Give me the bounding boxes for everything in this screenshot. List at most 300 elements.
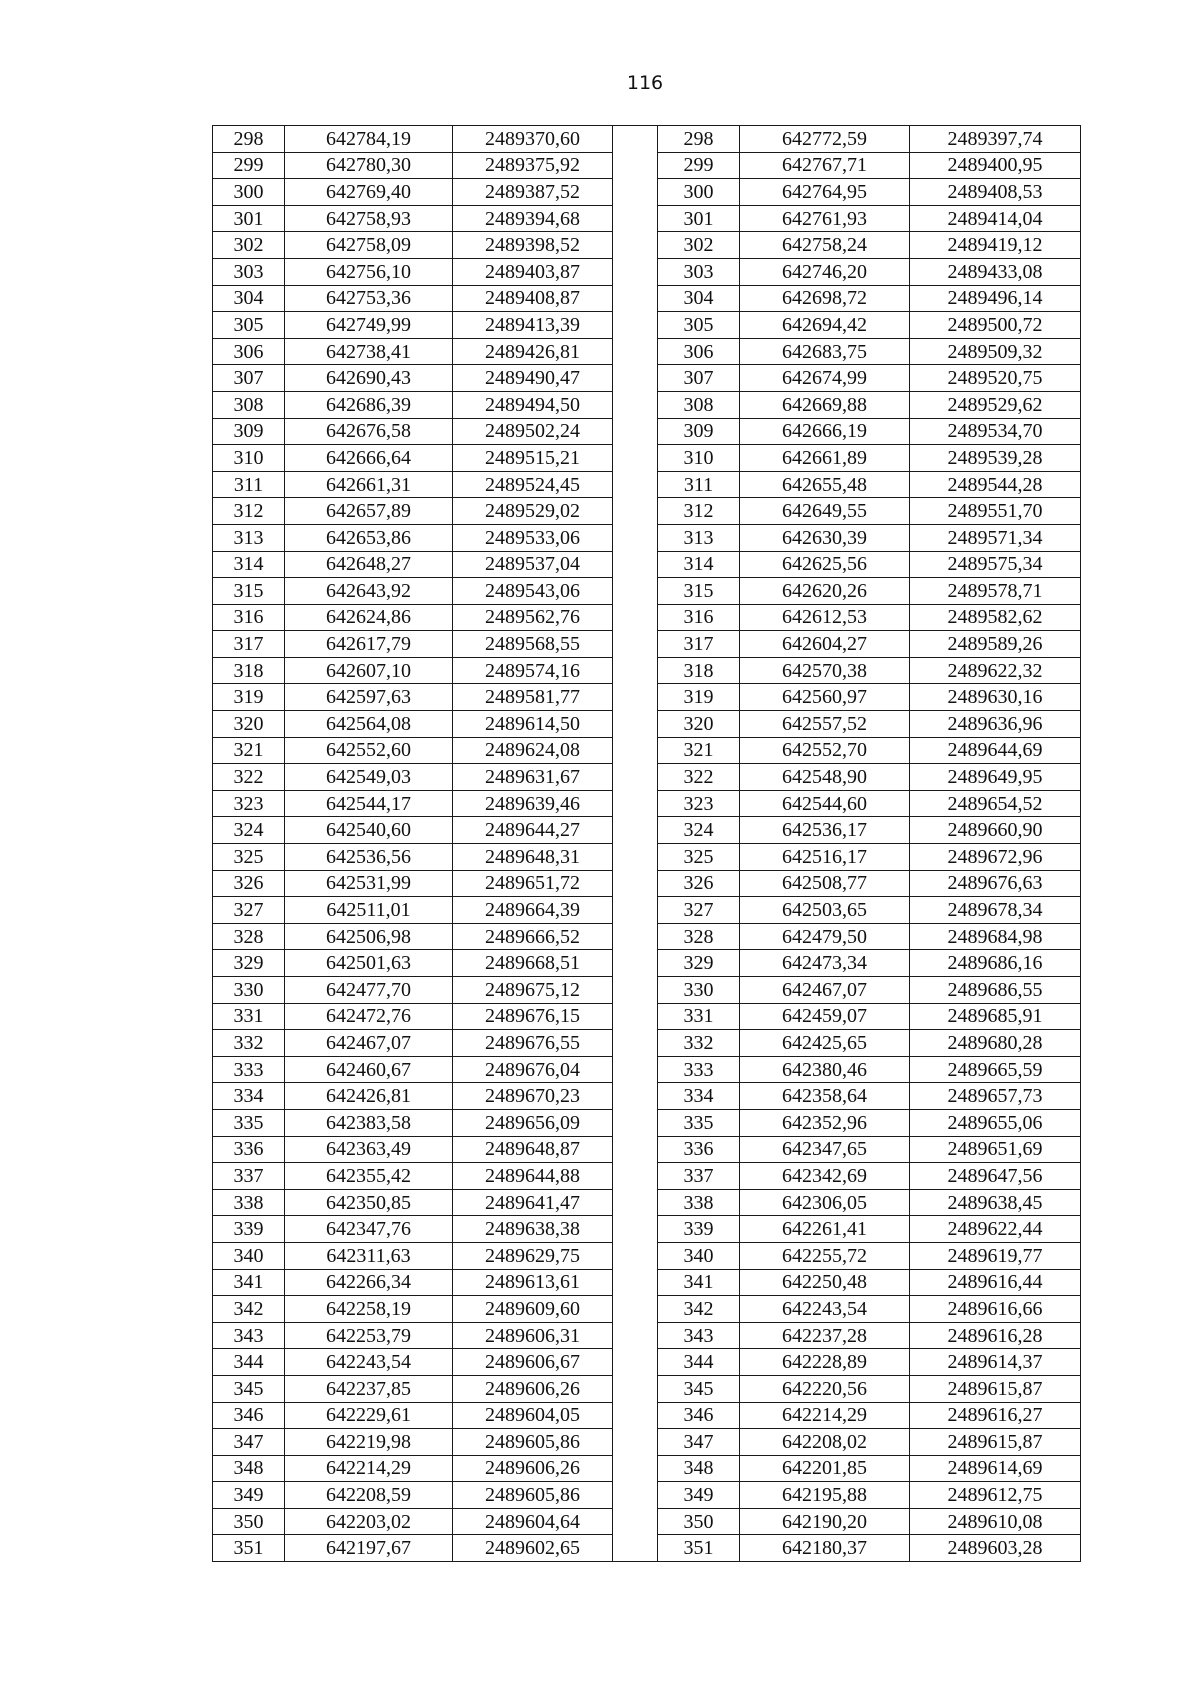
spacer-cell <box>613 657 658 684</box>
point-number-right-cell: 347 <box>658 1429 740 1456</box>
y-coordinate-left-cell: 2489641,47 <box>453 1189 613 1216</box>
y-coordinate-left-cell: 2489644,27 <box>453 817 613 844</box>
x-coordinate-left-cell: 642311,63 <box>285 1242 453 1269</box>
point-number-left-cell: 311 <box>213 471 285 498</box>
y-coordinate-left-cell: 2489638,38 <box>453 1216 613 1243</box>
point-number-left-cell: 304 <box>213 285 285 312</box>
spacer-cell <box>613 977 658 1004</box>
x-coordinate-left-cell: 642661,31 <box>285 471 453 498</box>
spacer-cell <box>613 365 658 392</box>
point-number-left-cell: 302 <box>213 232 285 259</box>
table-row <box>213 844 1081 871</box>
point-number-right-cell: 313 <box>658 524 740 551</box>
table-row <box>213 498 1081 525</box>
spacer-cell <box>613 1508 658 1535</box>
point-number-left-cell: 348 <box>213 1455 285 1482</box>
point-number-right-cell: 338 <box>658 1189 740 1216</box>
spacer-cell <box>613 578 658 605</box>
point-number-left-cell: 316 <box>213 604 285 631</box>
x-coordinate-right-cell: 642459,07 <box>740 1003 910 1030</box>
spacer-cell <box>613 1269 658 1296</box>
table-row <box>213 1083 1081 1110</box>
y-coordinate-right-cell: 2489615,87 <box>910 1375 1081 1402</box>
y-coordinate-right-cell: 2489651,69 <box>910 1136 1081 1163</box>
x-coordinate-right-cell: 642536,17 <box>740 817 910 844</box>
point-number-left-cell: 301 <box>213 205 285 232</box>
table-row <box>213 232 1081 259</box>
point-number-right-cell: 303 <box>658 258 740 285</box>
x-coordinate-left-cell: 642197,67 <box>285 1535 453 1562</box>
x-coordinate-right-cell: 642255,72 <box>740 1242 910 1269</box>
y-coordinate-left-cell: 2489631,67 <box>453 764 613 791</box>
x-coordinate-right-cell: 642467,07 <box>740 977 910 1004</box>
x-coordinate-left-cell: 642355,42 <box>285 1163 453 1190</box>
y-coordinate-right-cell: 2489509,32 <box>910 338 1081 365</box>
y-coordinate-right-cell: 2489619,77 <box>910 1242 1081 1269</box>
x-coordinate-right-cell: 642767,71 <box>740 152 910 179</box>
y-coordinate-right-cell: 2489615,87 <box>910 1429 1081 1456</box>
x-coordinate-right-cell: 642214,29 <box>740 1402 910 1429</box>
y-coordinate-right-cell: 2489433,08 <box>910 258 1081 285</box>
y-coordinate-right-cell: 2489657,73 <box>910 1083 1081 1110</box>
point-number-left-cell: 317 <box>213 631 285 658</box>
table-row <box>213 524 1081 551</box>
x-coordinate-right-cell: 642612,53 <box>740 604 910 631</box>
x-coordinate-right-cell: 642190,20 <box>740 1508 910 1535</box>
point-number-right-cell: 329 <box>658 950 740 977</box>
y-coordinate-left-cell: 2489639,46 <box>453 790 613 817</box>
x-coordinate-left-cell: 642544,17 <box>285 790 453 817</box>
x-coordinate-left-cell: 642237,85 <box>285 1375 453 1402</box>
spacer-cell <box>613 205 658 232</box>
spacer-cell <box>613 471 658 498</box>
point-number-left-cell: 347 <box>213 1429 285 1456</box>
x-coordinate-right-cell: 642557,52 <box>740 711 910 738</box>
y-coordinate-left-cell: 2489613,61 <box>453 1269 613 1296</box>
spacer-cell <box>613 1136 658 1163</box>
table-row <box>213 1163 1081 1190</box>
point-number-right-cell: 324 <box>658 817 740 844</box>
table-row <box>213 1216 1081 1243</box>
point-number-right-cell: 333 <box>658 1056 740 1083</box>
point-number-left-cell: 346 <box>213 1402 285 1429</box>
point-number-right-cell: 345 <box>658 1375 740 1402</box>
x-coordinate-left-cell: 642501,63 <box>285 950 453 977</box>
spacer-cell <box>613 312 658 339</box>
y-coordinate-right-cell: 2489534,70 <box>910 418 1081 445</box>
x-coordinate-left-cell: 642258,19 <box>285 1296 453 1323</box>
x-coordinate-right-cell: 642352,96 <box>740 1109 910 1136</box>
point-number-right-cell: 325 <box>658 844 740 871</box>
y-coordinate-left-cell: 2489398,52 <box>453 232 613 259</box>
x-coordinate-right-cell: 642655,48 <box>740 471 910 498</box>
point-number-left-cell: 328 <box>213 923 285 950</box>
point-number-right-cell: 348 <box>658 1455 740 1482</box>
point-number-right-cell: 309 <box>658 418 740 445</box>
y-coordinate-left-cell: 2489408,87 <box>453 285 613 312</box>
y-coordinate-right-cell: 2489616,44 <box>910 1269 1081 1296</box>
x-coordinate-left-cell: 642477,70 <box>285 977 453 1004</box>
table-row <box>213 604 1081 631</box>
x-coordinate-right-cell: 642201,85 <box>740 1455 910 1482</box>
point-number-left-cell: 298 <box>213 126 285 153</box>
x-coordinate-left-cell: 642738,41 <box>285 338 453 365</box>
point-number-right-cell: 330 <box>658 977 740 1004</box>
table-row <box>213 179 1081 206</box>
x-coordinate-left-cell: 642426,81 <box>285 1083 453 1110</box>
point-number-left-cell: 300 <box>213 179 285 206</box>
table-row <box>213 1030 1081 1057</box>
y-coordinate-right-cell: 2489582,62 <box>910 604 1081 631</box>
y-coordinate-right-cell: 2489614,37 <box>910 1349 1081 1376</box>
x-coordinate-left-cell: 642780,30 <box>285 152 453 179</box>
table-row <box>213 1003 1081 1030</box>
y-coordinate-right-cell: 2489610,08 <box>910 1508 1081 1535</box>
spacer-cell <box>613 1482 658 1509</box>
spacer-cell <box>613 391 658 418</box>
point-number-right-cell: 318 <box>658 657 740 684</box>
x-coordinate-left-cell: 642472,76 <box>285 1003 453 1030</box>
point-number-right-cell: 334 <box>658 1083 740 1110</box>
point-number-right-cell: 311 <box>658 471 740 498</box>
y-coordinate-right-cell: 2489544,28 <box>910 471 1081 498</box>
spacer-cell <box>613 1056 658 1083</box>
point-number-right-cell: 316 <box>658 604 740 631</box>
table-row <box>213 1508 1081 1535</box>
y-coordinate-right-cell: 2489622,44 <box>910 1216 1081 1243</box>
table-row <box>213 657 1081 684</box>
y-coordinate-left-cell: 2489644,88 <box>453 1163 613 1190</box>
spacer-cell <box>613 684 658 711</box>
table-row <box>213 1375 1081 1402</box>
x-coordinate-right-cell: 642516,17 <box>740 844 910 871</box>
spacer-cell <box>613 1455 658 1482</box>
x-coordinate-right-cell: 642620,26 <box>740 578 910 605</box>
table-row <box>213 1349 1081 1376</box>
spacer-cell <box>613 1402 658 1429</box>
point-number-left-cell: 333 <box>213 1056 285 1083</box>
point-number-left-cell: 329 <box>213 950 285 977</box>
spacer-cell <box>613 604 658 631</box>
table-row <box>213 418 1081 445</box>
table-row <box>213 817 1081 844</box>
table-row <box>213 1109 1081 1136</box>
y-coordinate-right-cell: 2489539,28 <box>910 445 1081 472</box>
point-number-left-cell: 341 <box>213 1269 285 1296</box>
point-number-left-cell: 320 <box>213 711 285 738</box>
y-coordinate-right-cell: 2489616,28 <box>910 1322 1081 1349</box>
x-coordinate-right-cell: 642764,95 <box>740 179 910 206</box>
point-number-right-cell: 339 <box>658 1216 740 1243</box>
point-number-left-cell: 349 <box>213 1482 285 1509</box>
x-coordinate-right-cell: 642552,70 <box>740 737 910 764</box>
x-coordinate-left-cell: 642460,67 <box>285 1056 453 1083</box>
spacer-cell <box>613 737 658 764</box>
x-coordinate-left-cell: 642624,86 <box>285 604 453 631</box>
y-coordinate-right-cell: 2489520,75 <box>910 365 1081 392</box>
y-coordinate-right-cell: 2489660,90 <box>910 817 1081 844</box>
spacer-cell <box>613 1163 658 1190</box>
point-number-left-cell: 325 <box>213 844 285 871</box>
spacer-cell <box>613 711 658 738</box>
x-coordinate-right-cell: 642560,97 <box>740 684 910 711</box>
x-coordinate-left-cell: 642266,34 <box>285 1269 453 1296</box>
x-coordinate-left-cell: 642643,92 <box>285 578 453 605</box>
point-number-left-cell: 303 <box>213 258 285 285</box>
point-number-left-cell: 335 <box>213 1109 285 1136</box>
y-coordinate-left-cell: 2489568,55 <box>453 631 613 658</box>
point-number-right-cell: 336 <box>658 1136 740 1163</box>
x-coordinate-left-cell: 642758,93 <box>285 205 453 232</box>
x-coordinate-right-cell: 642243,54 <box>740 1296 910 1323</box>
x-coordinate-left-cell: 642552,60 <box>285 737 453 764</box>
point-number-left-cell: 307 <box>213 365 285 392</box>
x-coordinate-left-cell: 642617,79 <box>285 631 453 658</box>
y-coordinate-left-cell: 2489581,77 <box>453 684 613 711</box>
y-coordinate-left-cell: 2489666,52 <box>453 923 613 950</box>
y-coordinate-right-cell: 2489647,56 <box>910 1163 1081 1190</box>
table-row <box>213 1056 1081 1083</box>
x-coordinate-right-cell: 642347,65 <box>740 1136 910 1163</box>
x-coordinate-left-cell: 642536,56 <box>285 844 453 871</box>
x-coordinate-right-cell: 642180,37 <box>740 1535 910 1562</box>
y-coordinate-left-cell: 2489529,02 <box>453 498 613 525</box>
coordinates-table-body <box>213 126 1081 1562</box>
point-number-left-cell: 334 <box>213 1083 285 1110</box>
table-row <box>213 312 1081 339</box>
x-coordinate-right-cell: 642694,42 <box>740 312 910 339</box>
y-coordinate-left-cell: 2489537,04 <box>453 551 613 578</box>
point-number-right-cell: 314 <box>658 551 740 578</box>
x-coordinate-right-cell: 642674,99 <box>740 365 910 392</box>
point-number-left-cell: 312 <box>213 498 285 525</box>
y-coordinate-right-cell: 2489638,45 <box>910 1189 1081 1216</box>
spacer-cell <box>613 232 658 259</box>
x-coordinate-left-cell: 642753,36 <box>285 285 453 312</box>
x-coordinate-right-cell: 642772,59 <box>740 126 910 153</box>
point-number-right-cell: 320 <box>658 711 740 738</box>
table-row <box>213 205 1081 232</box>
y-coordinate-left-cell: 2489604,64 <box>453 1508 613 1535</box>
y-coordinate-right-cell: 2489612,75 <box>910 1482 1081 1509</box>
point-number-left-cell: 323 <box>213 790 285 817</box>
point-number-left-cell: 306 <box>213 338 285 365</box>
x-coordinate-left-cell: 642219,98 <box>285 1429 453 1456</box>
y-coordinate-left-cell: 2489648,31 <box>453 844 613 871</box>
x-coordinate-left-cell: 642229,61 <box>285 1402 453 1429</box>
x-coordinate-left-cell: 642363,49 <box>285 1136 453 1163</box>
table-row <box>213 1402 1081 1429</box>
y-coordinate-left-cell: 2489387,52 <box>453 179 613 206</box>
x-coordinate-left-cell: 642756,10 <box>285 258 453 285</box>
spacer-cell <box>613 524 658 551</box>
point-number-left-cell: 331 <box>213 1003 285 1030</box>
table-row <box>213 471 1081 498</box>
point-number-left-cell: 343 <box>213 1322 285 1349</box>
y-coordinate-right-cell: 2489603,28 <box>910 1535 1081 1562</box>
table-row <box>213 391 1081 418</box>
y-coordinate-right-cell: 2489500,72 <box>910 312 1081 339</box>
point-number-right-cell: 306 <box>658 338 740 365</box>
point-number-right-cell: 331 <box>658 1003 740 1030</box>
spacer-cell <box>613 418 658 445</box>
table-row <box>213 870 1081 897</box>
table-row <box>213 1189 1081 1216</box>
point-number-right-cell: 335 <box>658 1109 740 1136</box>
x-coordinate-left-cell: 642657,89 <box>285 498 453 525</box>
x-coordinate-left-cell: 642653,86 <box>285 524 453 551</box>
x-coordinate-right-cell: 642758,24 <box>740 232 910 259</box>
x-coordinate-left-cell: 642549,03 <box>285 764 453 791</box>
y-coordinate-left-cell: 2489426,81 <box>453 338 613 365</box>
point-number-left-cell: 322 <box>213 764 285 791</box>
x-coordinate-right-cell: 642503,65 <box>740 897 910 924</box>
x-coordinate-left-cell: 642648,27 <box>285 551 453 578</box>
spacer-cell <box>613 790 658 817</box>
x-coordinate-left-cell: 642203,02 <box>285 1508 453 1535</box>
x-coordinate-right-cell: 642208,02 <box>740 1429 910 1456</box>
point-number-left-cell: 326 <box>213 870 285 897</box>
point-number-right-cell: 307 <box>658 365 740 392</box>
point-number-right-cell: 351 <box>658 1535 740 1562</box>
point-number-left-cell: 299 <box>213 152 285 179</box>
y-coordinate-left-cell: 2489676,15 <box>453 1003 613 1030</box>
spacer-cell <box>613 1429 658 1456</box>
point-number-right-cell: 327 <box>658 897 740 924</box>
spacer-cell <box>613 844 658 871</box>
point-number-right-cell: 328 <box>658 923 740 950</box>
x-coordinate-left-cell: 642208,59 <box>285 1482 453 1509</box>
x-coordinate-right-cell: 642669,88 <box>740 391 910 418</box>
x-coordinate-left-cell: 642531,99 <box>285 870 453 897</box>
spacer-cell <box>613 1189 658 1216</box>
y-coordinate-left-cell: 2489605,86 <box>453 1429 613 1456</box>
y-coordinate-right-cell: 2489685,91 <box>910 1003 1081 1030</box>
y-coordinate-left-cell: 2489606,26 <box>453 1375 613 1402</box>
y-coordinate-right-cell: 2489614,69 <box>910 1455 1081 1482</box>
y-coordinate-left-cell: 2489574,16 <box>453 657 613 684</box>
y-coordinate-right-cell: 2489616,66 <box>910 1296 1081 1323</box>
table-row <box>213 897 1081 924</box>
y-coordinate-left-cell: 2489606,26 <box>453 1455 613 1482</box>
page-number: 116 <box>626 72 664 94</box>
y-coordinate-left-cell: 2489624,08 <box>453 737 613 764</box>
y-coordinate-left-cell: 2489562,76 <box>453 604 613 631</box>
point-number-right-cell: 315 <box>658 578 740 605</box>
y-coordinate-right-cell: 2489529,62 <box>910 391 1081 418</box>
point-number-right-cell: 342 <box>658 1296 740 1323</box>
point-number-right-cell: 298 <box>658 126 740 153</box>
x-coordinate-right-cell: 642661,89 <box>740 445 910 472</box>
spacer-cell <box>613 445 658 472</box>
y-coordinate-left-cell: 2489606,67 <box>453 1349 613 1376</box>
table-row <box>213 977 1081 1004</box>
x-coordinate-right-cell: 642237,28 <box>740 1322 910 1349</box>
y-coordinate-left-cell: 2489394,68 <box>453 205 613 232</box>
y-coordinate-left-cell: 2489629,75 <box>453 1242 613 1269</box>
y-coordinate-left-cell: 2489524,45 <box>453 471 613 498</box>
table-row <box>213 711 1081 738</box>
point-number-left-cell: 350 <box>213 1508 285 1535</box>
point-number-left-cell: 305 <box>213 312 285 339</box>
x-coordinate-right-cell: 642698,72 <box>740 285 910 312</box>
table-row <box>213 1296 1081 1323</box>
point-number-left-cell: 344 <box>213 1349 285 1376</box>
point-number-right-cell: 319 <box>658 684 740 711</box>
x-coordinate-left-cell: 642511,01 <box>285 897 453 924</box>
table-row <box>213 578 1081 605</box>
table-row <box>213 445 1081 472</box>
point-number-left-cell: 345 <box>213 1375 285 1402</box>
spacer-cell <box>613 1030 658 1057</box>
y-coordinate-left-cell: 2489543,06 <box>453 578 613 605</box>
point-number-right-cell: 302 <box>658 232 740 259</box>
x-coordinate-right-cell: 642604,27 <box>740 631 910 658</box>
y-coordinate-left-cell: 2489606,31 <box>453 1322 613 1349</box>
y-coordinate-right-cell: 2489414,04 <box>910 205 1081 232</box>
spacer-cell <box>613 1109 658 1136</box>
point-number-left-cell: 342 <box>213 1296 285 1323</box>
point-number-right-cell: 321 <box>658 737 740 764</box>
x-coordinate-left-cell: 642597,63 <box>285 684 453 711</box>
x-coordinate-left-cell: 642784,19 <box>285 126 453 153</box>
x-coordinate-right-cell: 642683,75 <box>740 338 910 365</box>
x-coordinate-right-cell: 642473,34 <box>740 950 910 977</box>
spacer-cell <box>613 1242 658 1269</box>
x-coordinate-right-cell: 642342,69 <box>740 1163 910 1190</box>
point-number-right-cell: 310 <box>658 445 740 472</box>
point-number-left-cell: 313 <box>213 524 285 551</box>
y-coordinate-left-cell: 2489656,09 <box>453 1109 613 1136</box>
point-number-right-cell: 343 <box>658 1322 740 1349</box>
x-coordinate-right-cell: 642625,56 <box>740 551 910 578</box>
y-coordinate-left-cell: 2489664,39 <box>453 897 613 924</box>
point-number-right-cell: 300 <box>658 179 740 206</box>
y-coordinate-right-cell: 2489678,34 <box>910 897 1081 924</box>
spacer-cell <box>613 285 658 312</box>
y-coordinate-right-cell: 2489571,34 <box>910 524 1081 551</box>
point-number-right-cell: 326 <box>658 870 740 897</box>
point-number-right-cell: 349 <box>658 1482 740 1509</box>
table-row <box>213 923 1081 950</box>
table-row <box>213 285 1081 312</box>
x-coordinate-left-cell: 642666,64 <box>285 445 453 472</box>
spacer-cell <box>613 1375 658 1402</box>
spacer-cell <box>613 631 658 658</box>
spacer-cell <box>613 498 658 525</box>
x-coordinate-right-cell: 642570,38 <box>740 657 910 684</box>
table-row <box>213 1455 1081 1482</box>
y-coordinate-right-cell: 2489649,95 <box>910 764 1081 791</box>
point-number-right-cell: 341 <box>658 1269 740 1296</box>
y-coordinate-right-cell: 2489589,26 <box>910 631 1081 658</box>
y-coordinate-left-cell: 2489403,87 <box>453 258 613 285</box>
y-coordinate-left-cell: 2489676,04 <box>453 1056 613 1083</box>
x-coordinate-right-cell: 642425,65 <box>740 1030 910 1057</box>
spacer-cell <box>613 1216 658 1243</box>
spacer-cell <box>613 1003 658 1030</box>
table-row <box>213 950 1081 977</box>
table-row <box>213 126 1081 153</box>
y-coordinate-right-cell: 2489686,16 <box>910 950 1081 977</box>
x-coordinate-right-cell: 642479,50 <box>740 923 910 950</box>
y-coordinate-right-cell: 2489496,14 <box>910 285 1081 312</box>
x-coordinate-right-cell: 642250,48 <box>740 1269 910 1296</box>
x-coordinate-left-cell: 642758,09 <box>285 232 453 259</box>
point-number-right-cell: 301 <box>658 205 740 232</box>
y-coordinate-left-cell: 2489494,50 <box>453 391 613 418</box>
y-coordinate-right-cell: 2489397,74 <box>910 126 1081 153</box>
